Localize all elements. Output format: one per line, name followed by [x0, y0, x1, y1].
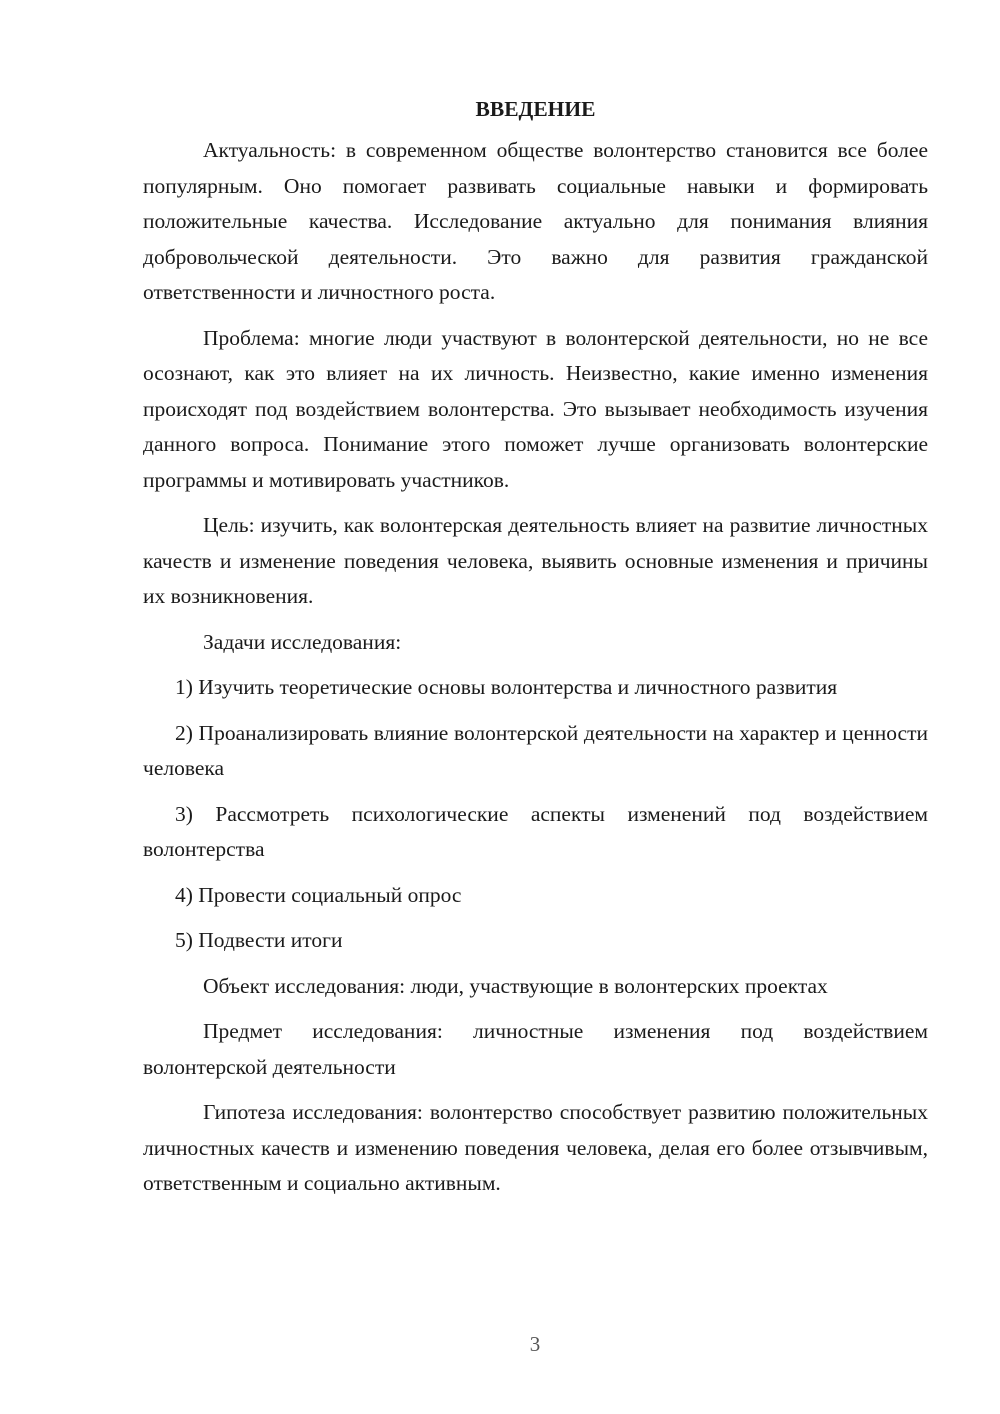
tasks-heading: Задачи исследования:: [203, 629, 402, 654]
task-item: 4) Провести социальный опрос: [175, 882, 462, 907]
document-page: [143, 92, 928, 1212]
page-number: 3: [529, 1332, 541, 1356]
problem-paragraph: Проблема: многие люди участвуют в волонтерской деятельности, но не все осознают, как это влияет на их личность. Неизвестно, какие именно изменения происходят под воздействием волонтерства. Это вызывает необходимость изучения данного вопроса. Понимание этого поможет лучше организовать волонтерские программы и мотивировать участников.: [143, 325, 928, 492]
relevance-paragraph: Актуальность: в современном обществе волонтерство становится все более популярным. Оно помогает развивать социальные навыки и формировать положительные качества. Исследование актуально для понимания влияния добровольческой деятельности. Это важно для развития гражданской ответственности и личностного роста.: [143, 138, 928, 304]
task-item: 5) Подвести итоги: [175, 928, 343, 952]
section-title: ВВЕДЕНИЕ: [475, 97, 596, 121]
task-item: 1) Изучить теоретические основы волонтерства и личностного развития: [175, 675, 838, 699]
subject-paragraph: Предмет исследования: личностные изменения под воздействием волонтерской деятельности: [143, 1019, 928, 1079]
goal-paragraph: Цель: изучить, как волонтерская деятельность влияет на развитие личностных качеств и изменение поведения человека, выявить основные изменения и причины их возникновения.: [143, 513, 928, 608]
object-paragraph: Объект исследования: люди, участвующие в волонтерских проектах: [203, 973, 828, 998]
task-item: 3) Рассмотреть психологические аспекты изменений под воздействием волонтерства: [143, 801, 928, 861]
task-item: 2) Проанализировать влияние волонтерской деятельности на характер и ценности человека: [143, 720, 928, 780]
hypothesis-paragraph: Гипотеза исследования: волонтерство способствует развитию положительных личностных качеств и изменению поведения человека, делая его более отзывчивым, ответственным и социально активным.: [143, 1100, 928, 1195]
